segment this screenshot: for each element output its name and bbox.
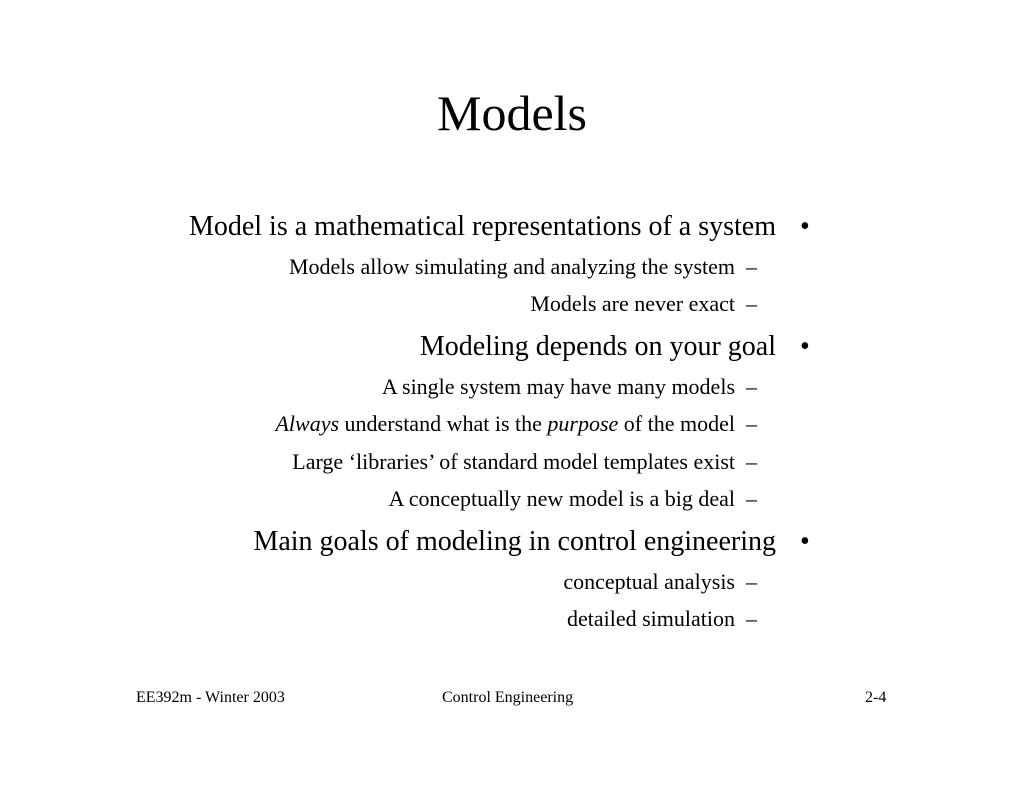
sub-bullet-item <box>563 569 735 595</box>
sub-bullet-item <box>382 374 735 400</box>
slide-title: Models <box>437 85 587 141</box>
sub-bullet-item <box>275 411 735 437</box>
emphasis-text: purpose <box>547 411 619 436</box>
sub-bullet-marker: – <box>746 449 757 474</box>
bullet-text: Model is a mathematical representations of a system <box>188 211 776 242</box>
sub-bullet-marker: – <box>746 374 757 399</box>
sub-bullet-marker: – <box>746 291 757 316</box>
sub-bullet-item <box>567 606 735 632</box>
bullet-marker: • <box>800 331 810 362</box>
sub-bullet-marker: – <box>746 486 757 511</box>
bullet-text: Modeling depends on your goal <box>419 331 776 362</box>
sub-bullet-marker: – <box>746 569 757 594</box>
sub-bullet-text: A conceptually new model is a big deal <box>388 486 735 511</box>
bullet-item <box>253 526 776 558</box>
sub-bullet-text: Large ‘libraries’ of standard model templates exist <box>292 449 735 474</box>
sub-bullet-marker: – <box>746 411 757 436</box>
sub-bullet-item <box>292 449 735 475</box>
sub-bullet-item <box>389 486 735 512</box>
bullet-text: Main goals of modeling in control engineering <box>253 526 776 557</box>
emphasis-text: Always <box>275 411 340 436</box>
bullet-item <box>420 331 776 363</box>
bullet-item <box>189 211 776 243</box>
sub-bullet-marker: – <box>746 606 757 631</box>
sub-bullet-text: Models are never exact <box>530 291 735 316</box>
sub-bullet-item <box>289 254 735 280</box>
sub-bullet-text: of the model <box>618 411 735 436</box>
sub-bullet-item <box>530 291 735 317</box>
footer-title: Control Engineering <box>442 689 574 706</box>
sub-bullet-text: detailed simulation <box>566 606 735 631</box>
footer-page-number: 2-4 <box>865 689 887 706</box>
sub-bullet-marker: – <box>746 254 757 279</box>
bullet-marker: • <box>800 526 810 557</box>
sub-bullet-text: conceptual analysis <box>563 569 735 594</box>
sub-bullet-text: Models allow simulating and analyzing the system <box>288 254 735 279</box>
sub-bullet-text: A single system may have many models <box>381 374 735 399</box>
sub-bullet-text: understand what is the <box>339 411 548 436</box>
footer-course: EE392m - Winter 2003 <box>136 689 285 706</box>
bullet-marker: • <box>800 211 810 242</box>
